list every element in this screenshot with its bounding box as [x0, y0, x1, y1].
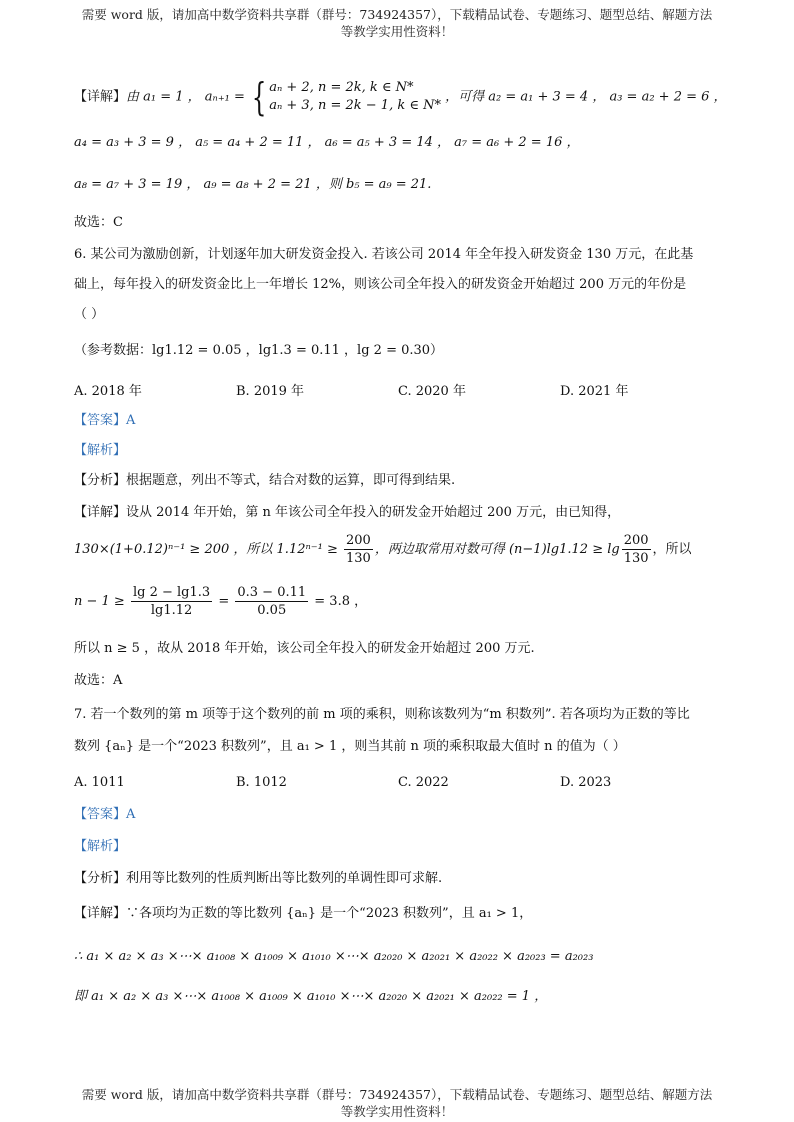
q7-stem-line-2: 数列 {aₙ} 是一个“2023 积数列”，且 a₁ > 1 ，则当其前 n 项的乘积取最大值时 n 的值为（ ）	[74, 739, 626, 754]
q7-option-b: B. 1012	[236, 775, 287, 790]
header-line-1: 需要 word 版，请加高中数学资料共享群（群号：734924357），下载精品试卷、专题练习、题型总结、解题方法	[81, 7, 713, 22]
inequality-text: 130×(1+0.12)ⁿ⁻¹ ≥ 200 ，所以 1.12ⁿ⁻¹ ≥	[74, 542, 338, 557]
q7-analysis-tag: 【解析】	[74, 839, 127, 854]
q6-stem-line-2: 础上，每年投入的研发资金比上一年增长 12%，则该公司全年投入的研发资金开始超过 200 万元的年份是	[74, 277, 687, 292]
recurrence-cases	[269, 79, 441, 115]
fraction-lg: $\frac{\lg 2 - \lg 1.3}{\lg 1.12}$	[132, 585, 211, 618]
q6-option-b: B. 2019 年	[236, 384, 305, 399]
q6-option-a: A. 2018 年	[74, 384, 142, 399]
footer-line-1: 需要 word 版，请加高中数学资料共享群（群号：734924357），下载精品试卷、专题练习、题型总结、解题方法	[81, 1087, 713, 1102]
q5-detail-line-1	[74, 75, 727, 119]
q6-option-d: D. 2021 年	[560, 384, 629, 399]
q6-analysis-tag: 【解析】	[74, 443, 127, 458]
fraction-200-130-lg: $\frac{200}{130}$	[623, 533, 649, 566]
q7-analysis: 【分析】利用等比数列的性质判断出等比数列的单调性即可求解.	[74, 871, 443, 886]
case-even: aₙ + 2, n = 2k, k ∈ N*	[269, 80, 414, 95]
q7-option-d: D. 2023	[560, 775, 612, 790]
q6-stem-line-1: 6. 某公司为激励创新，计划逐年加大研发资金投入. 若该公司 2014 年全年投入研发资金 130 万元，在此基	[74, 247, 694, 262]
recurrence-result: ，可得 a₂ = a₁ + 3 = 4 ， a₃ = a₂ + 2 = 6 ，	[445, 89, 727, 105]
header-line-2: 等教学实用性资料！	[340, 24, 454, 39]
q7-detail-line-1: 【详解】∵各项均为正数的等比数列 {aₙ} 是一个“2023 积数列”，且 a₁ > 1，	[74, 906, 533, 921]
q7-stem-line-1: 7. 若一个数列的第 m 项等于这个数列的前 m 项的乘积，则称该数列为“m 积数列”. 若各项均为正数的等比	[74, 707, 690, 722]
page-header	[60, 6, 734, 40]
q7-detail-line-2: ∴ a₁ × a₂ × a₃ ×⋯× a₁₀₀₈ × a₁₀₀₉ × a₁₀₁₀ ×⋯× a₂₀₂₀ × a₂₀₂₁ × a₂₀₂₂ × a₂₀₂₃ = a₂₀₂₃	[74, 949, 594, 964]
q5-choose: 故选：C	[74, 215, 123, 230]
q6-detail-line-3	[74, 582, 367, 622]
q6-reference-data: （参考数据：lg1.12 = 0.05 ，lg1.3 = 0.11 ，lg 2 = 0.30）	[74, 343, 444, 358]
case-odd: aₙ + 3, n = 2k − 1, k ∈ N*	[269, 98, 441, 113]
q5-detail-line-3: a₈ = a₇ + 3 = 19 ， a₉ = a₈ + 2 = 21 ，则 b₅ = a₉ = 21.	[74, 177, 432, 192]
left-brace: {	[251, 75, 267, 119]
therefore-text: ，所以	[652, 542, 692, 557]
log-text: ，两边取常用对数可得 (n−1)lg1.12 ≥ lg	[374, 542, 620, 557]
q6-detail-line-1: 【详解】设从 2014 年开始，第 n 年该公司全年投入的研发金开始超过 200 万元，由已知得，	[74, 505, 621, 520]
q7-option-a: A. 1011	[74, 775, 125, 790]
recurrence-prefix: 由 a₁ = 1 ， aₙ₊₁ =	[126, 89, 250, 105]
q7-answer: 【答案】A	[74, 807, 136, 822]
q6-choose: 故选：A	[74, 673, 123, 688]
result-value: = 3.8 ，	[314, 594, 368, 609]
q6-stem-line-3: （ ）	[74, 307, 105, 322]
q6-detail-line-2	[74, 530, 692, 570]
q5-detail-line-2: a₄ = a₃ + 3 = 9 ， a₅ = a₄ + 2 = 11 ， a₆ = a₅ + 3 = 14 ， a₇ = a₆ + 2 = 16 ，	[74, 135, 580, 150]
q7-detail-line-3: 即 a₁ × a₂ × a₃ ×⋯× a₁₀₀₈ × a₁₀₀₉ × a₁₀₁₀ ×⋯× a₂₀₂₀ × a₂₀₂₁ × a₂₀₂₂ = 1 ，	[74, 989, 548, 1004]
q7-option-c: C. 2022	[398, 775, 449, 790]
n-minus-1: n − 1 ≥	[74, 594, 125, 609]
q6-option-c: C. 2020 年	[398, 384, 466, 399]
detail-tag: 【详解】	[74, 89, 127, 105]
q6-answer: 【答案】A	[74, 413, 136, 428]
fraction-200-130: $\frac{200}{130}$	[346, 533, 371, 566]
footer-line-2: 等教学实用性资料！	[340, 1104, 454, 1119]
page-footer	[60, 1086, 734, 1120]
equals-sign: =	[218, 594, 230, 609]
fraction-numeric: $\frac{0.3 - 0.11}{0.05}$	[237, 585, 307, 618]
q6-detail-line-4: 所以 n ≥ 5 ，故从 2018 年开始，该公司全年投入的研发金开始超过 200 万元.	[74, 641, 535, 656]
q6-analysis: 【分析】根据题意，列出不等式，结合对数的运算，即可得到结果.	[74, 473, 456, 488]
